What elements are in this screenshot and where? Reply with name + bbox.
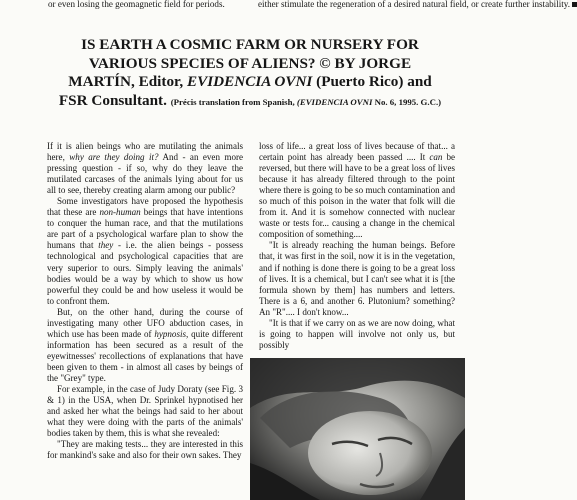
paragraph: "They are making tests... they are interested in this for mankind's sake and also for their own sakes. They	[47, 439, 243, 461]
translation-note: (Précis translation from Spanish, (EVIDENCIA OVNI No. 6, 1995. G.C.)	[170, 96, 442, 107]
title-line-4: FSR Consultant. (Précis translation from Spanish, (EVIDENCIA OVNI No. 6, 1995. G.C.)	[58, 91, 442, 109]
previous-article-fragment-left: or even losing the geomagnetic field for periods.	[48, 0, 225, 9]
paragraph: loss of life... a great loss of lives because of that... a certain point has already been passed .... It can be reversed, but there will have to be a great loss of lives because it has already filtered through to the point where there is going to be so much contamination and so much of this poison in the water that folk will die from it. And it is somehow connected with nuclear waste or tests for... causing a change in the chemical composition of something....	[259, 141, 455, 240]
article-title	[20, 36, 480, 111]
paragraph: "It is already reaching the human beings. Before that, it was first in the soil, now it is in the vegetation, and if nothing is done there is going to be a great loss of lives. It is a chemical, but I can't see what it is [the formula shown by them] has numbers and letters. There is a 6, and another 6. Plutonium? something? An "R".... I don't know...	[259, 240, 455, 317]
title-line-1: IS EARTH A COSMIC FARM OR NURSERY FOR	[81, 36, 419, 53]
paragraph: If it is alien beings who are mutilating the animals here, why are they doing it? And - an even more pressing question - if so, why do they leave the mutilated carcases of the animals lying about for us all to see, thereby creating alarm among our public?	[47, 141, 243, 196]
paragraph: For example, in the case of Judy Doraty (see Fig. 3 & 1) in the USA, when Dr. Sprinkel hypnotised her and asked her what the beings had said to her about what they were doing with the parts of the animals' bodies taken by them, this is what she revealed:	[47, 384, 243, 439]
paragraph: Some investigators have proposed the hypothesis that these are non-human beings that have intentions to conquer the human race, and that the mutilations are part of a psychological warfare plan to show the humans that they - i.e. the alien beings - possess technological and psychological capacities that are very superior to ours. Simply leaving the animals' bodies would be a way by which to show us how powerful they could be and how useless it would be to confront them.	[47, 196, 244, 306]
right-column	[259, 141, 455, 351]
hypnosis-subject-photo	[250, 358, 465, 500]
title-line-3: MARTÍN, Editor, EVIDENCIA OVNI (Puerto Rico) and	[68, 73, 432, 90]
paragraph: "It is that if we carry on as we are now doing, what is going to happen will involve not only us, but possibly	[259, 317, 455, 350]
photo-image	[250, 358, 465, 500]
previous-article-fragment-right: either stimulate the regeneration of a desired natural field, or create further instability.	[258, 0, 577, 10]
paragraph: But, on the other hand, during the course of investigating many other UFO abduction cases, in which use has been made of hypnosis, quite different information has been secured as a result of the eyewitnesses' recollections of explanations that have been given to them - in almost all cases by beings of the "Grey" type.	[47, 306, 243, 383]
title-line-2: VARIOUS SPECIES OF ALIENS? © BY JORGE	[88, 54, 412, 72]
end-of-article-square-icon	[572, 2, 577, 7]
left-column	[47, 141, 243, 461]
